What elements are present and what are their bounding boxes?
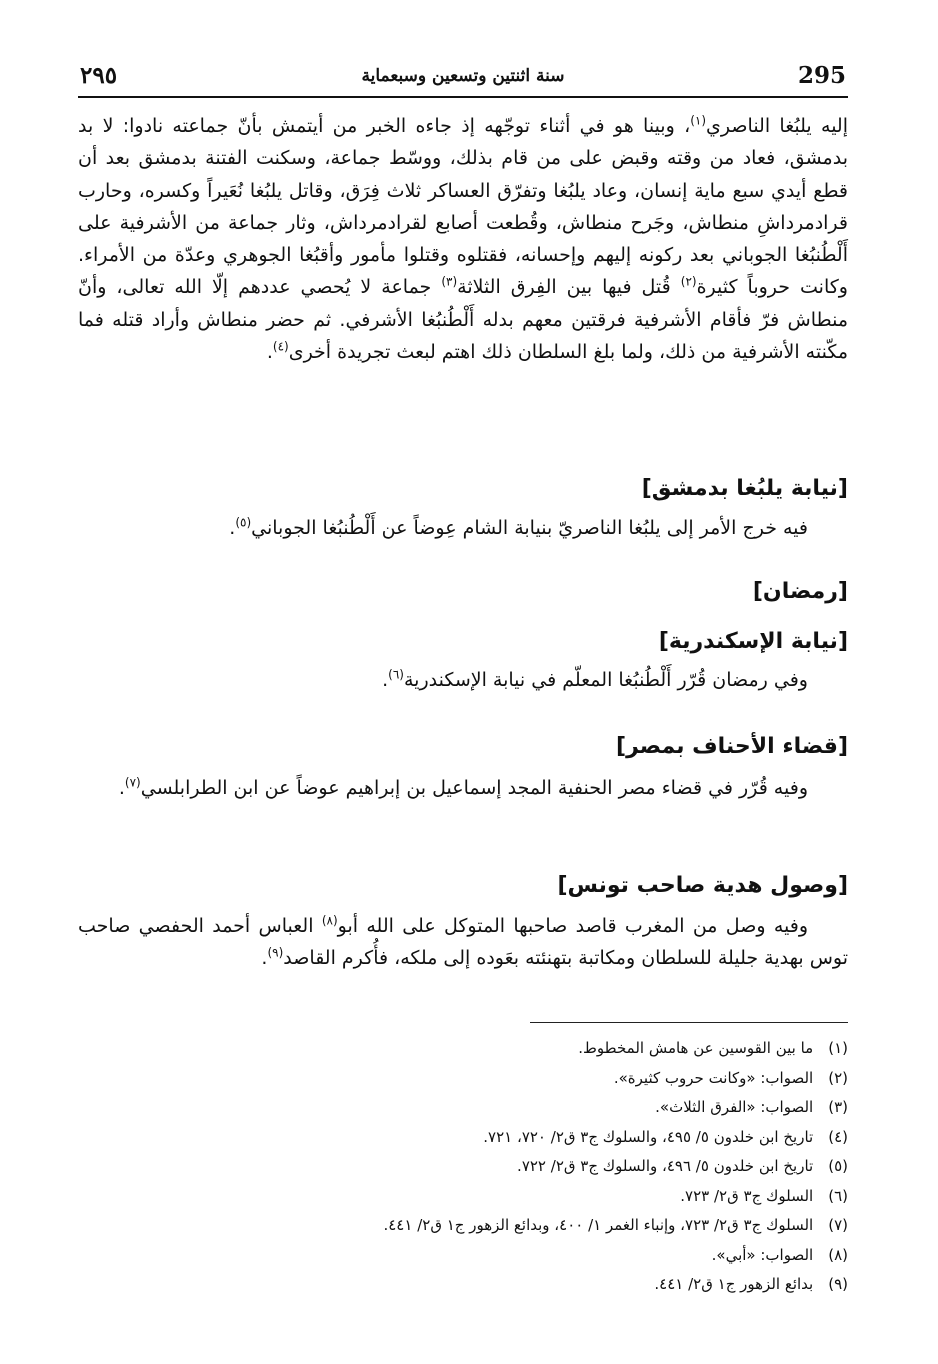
footnote-ref-4[interactable]: (٤) — [272, 339, 289, 354]
footnote-text: السلوك ج٣ ق٢/ ٧٢٣، وإنباء الغمر ١/ ٤٠٠، وبدائع الزهور ج١ ق٢/ ٤٤١. — [383, 1216, 814, 1234]
footnote-number: (٤) — [828, 1127, 848, 1146]
paragraph-1-text-b: ، وبينا هو في أثناء توجّهه إذ جاءه الخبر من أيتمش بأنّ جماعته نادوا: لا بد بدمشق، فعاد من وقته وقبض على من قام بذلك، ووسّط جماعة، وسكنت الفتنة بدمشق بعد أن قطع أيدي سبع ماية إنسان، وعاد يلبُغا وتفرّق العساكر ثلاث فِرَق، وقاتل يلبُغا نُعَيراً وكسره، وحارب قرادمرداشِ منطاش، وجَرح منطاش، وقُطعت أصابع لقرادمرداش، وثار جماعة من الأشرفية على أَلْطُنبُغا الجوباني بعد ركونه إليهم وإحسانه، فقتلوه وقتلوا مأمور وأقبُغا الجوهري وعدّة من الأمراء. وكانت حروباً كثيرة — [78, 115, 848, 299]
footnote-ref-6[interactable]: (٦) — [388, 667, 404, 682]
paragraph-3-text: وفي رمضان قُرّر أَلْطُنبُغا المعلّم في نيابة الإسكندرية — [403, 669, 808, 691]
footnote-ref-9[interactable]: (٩) — [267, 945, 284, 960]
footnote-number: (٥) — [828, 1157, 848, 1175]
section-heading-3: [نيابة الإسكندرية] — [658, 629, 848, 654]
footnote-item — [78, 1182, 848, 1212]
footnote-separator — [530, 1022, 848, 1023]
paragraph-2-text: فيه خرج الأمر إلى يلبُغا الناصريّ بنيابة الشام عِوضاً عن أَلْطُنبُغا الجوباني — [251, 517, 808, 539]
footnote-number: (٨) — [828, 1245, 848, 1264]
paragraph-4-end: . — [118, 777, 125, 799]
paragraph-1-text-d: جماعة لا يُحصي عددهم إلّا الله تعالى، وأنّ منطاش فرّ فأقام الأشرفية فرقتين معهم بدله أَلْطُنبُغا الأشرفي. ثم حضر منطاش وأراد قتله فما مكّنته الأشرفية من ذلك، ولما بلغ السلطان ذلك اهتم لبعث تجريدة أخرى — [78, 276, 848, 364]
footnote-ref-8[interactable]: (٨) — [321, 913, 338, 928]
footnote-ref-7[interactable]: (٧) — [124, 775, 141, 790]
footnote-number: (٧) — [828, 1216, 848, 1234]
footnote-text: تاريخ ابن خلدون ٥/ ٤٩٥، والسلوك ج٣ ق٢/ ٧٢٠، ٧٢١. — [483, 1127, 814, 1146]
footnote-text: تاريخ ابن خلدون ٥/ ٤٩٦، والسلوك ج٣ ق٢/ ٧٢٢. — [517, 1157, 814, 1175]
footnote-item — [78, 1064, 848, 1094]
paragraph-2 — [78, 512, 848, 570]
footnote-item — [78, 1241, 848, 1271]
running-title: سنة اثنتين وتسعين وسبعماية — [361, 66, 565, 86]
footnote-number: (١) — [828, 1039, 848, 1057]
footnote-text: الصواب: «وكانت حروب كثيرة». — [613, 1068, 814, 1087]
footnote-item — [78, 1034, 848, 1064]
footnote-item — [78, 1211, 848, 1241]
paragraph-3 — [78, 664, 848, 722]
footnote-text: الصواب: «أبي». — [711, 1245, 814, 1264]
paragraph-3-end: . — [382, 669, 389, 691]
footnote-text: ما بين القوسين عن هامش المخطوط. — [578, 1039, 814, 1057]
paragraph-1 — [78, 110, 848, 466]
paragraph-4 — [78, 772, 848, 862]
paragraph-1-text-c: قُتل فيها بين الفِرق الثلاثة — [457, 276, 681, 299]
footnote-item — [78, 1270, 848, 1300]
paragraph-5-text-a: وفيه وصل من المغرب قاصد صاحبها المتوكل على الله أبو — [337, 915, 809, 937]
section-heading-5: [وصول هدية صاحب تونس] — [557, 873, 848, 898]
footnote-number: (٢) — [828, 1068, 848, 1087]
footnote-text: السلوك ج٣ ق٢/ ٧٢٣. — [680, 1186, 814, 1205]
paragraph-5-end: . — [261, 947, 268, 970]
footnote-text: الصواب: «الفرق الثلاث». — [655, 1098, 814, 1116]
footnote-item — [78, 1152, 848, 1182]
running-header — [78, 58, 848, 98]
page-number-latin: 295 — [797, 62, 846, 89]
paragraph-1-end: . — [266, 341, 273, 364]
section-heading-2: [رمضان] — [752, 579, 848, 604]
section-heading-1: [نيابة يلبُغا بدمشق] — [641, 476, 848, 501]
footnote-ref-3[interactable]: (٣) — [441, 275, 458, 290]
footnote-text: بدائع الزهور ج١ ق٢/ ٤٤١. — [654, 1275, 814, 1293]
footnotes — [78, 1034, 848, 1300]
page-number-arabic: ٢٩٥ — [80, 62, 118, 89]
section-heading-4: [قضاء الأحناف بمصر] — [616, 734, 848, 759]
footnote-number: (٣) — [828, 1098, 848, 1116]
paragraph-5-text-b: العباس أحمد الحفصي صاحب توس بهدية جليلة للسلطان ومكاتبة بتهنئته بعَوده إلى ملكه، فأُكرم القاصد — [78, 915, 848, 970]
paragraph-2-end: . — [229, 517, 236, 539]
footnote-item — [78, 1123, 848, 1153]
paragraph-5 — [78, 910, 848, 980]
footnote-number: (٦) — [828, 1186, 848, 1205]
paragraph-4-text: وفيه قُرّر في قضاء مصر الحنفية المجد إسماعيل بن إبراهيم عوضاً عن ابن الطرابلسي — [140, 777, 808, 799]
footnote-ref-2[interactable]: (٢) — [680, 275, 697, 290]
footnote-ref-5[interactable]: (٥) — [235, 515, 252, 530]
footnote-ref-1[interactable]: (١) — [690, 113, 707, 128]
main-text — [78, 110, 848, 980]
footnote-item — [78, 1093, 848, 1123]
paragraph-1-text-a: إليه يلبُغا الناصري — [706, 115, 848, 137]
footnote-number: (٩) — [828, 1275, 848, 1293]
